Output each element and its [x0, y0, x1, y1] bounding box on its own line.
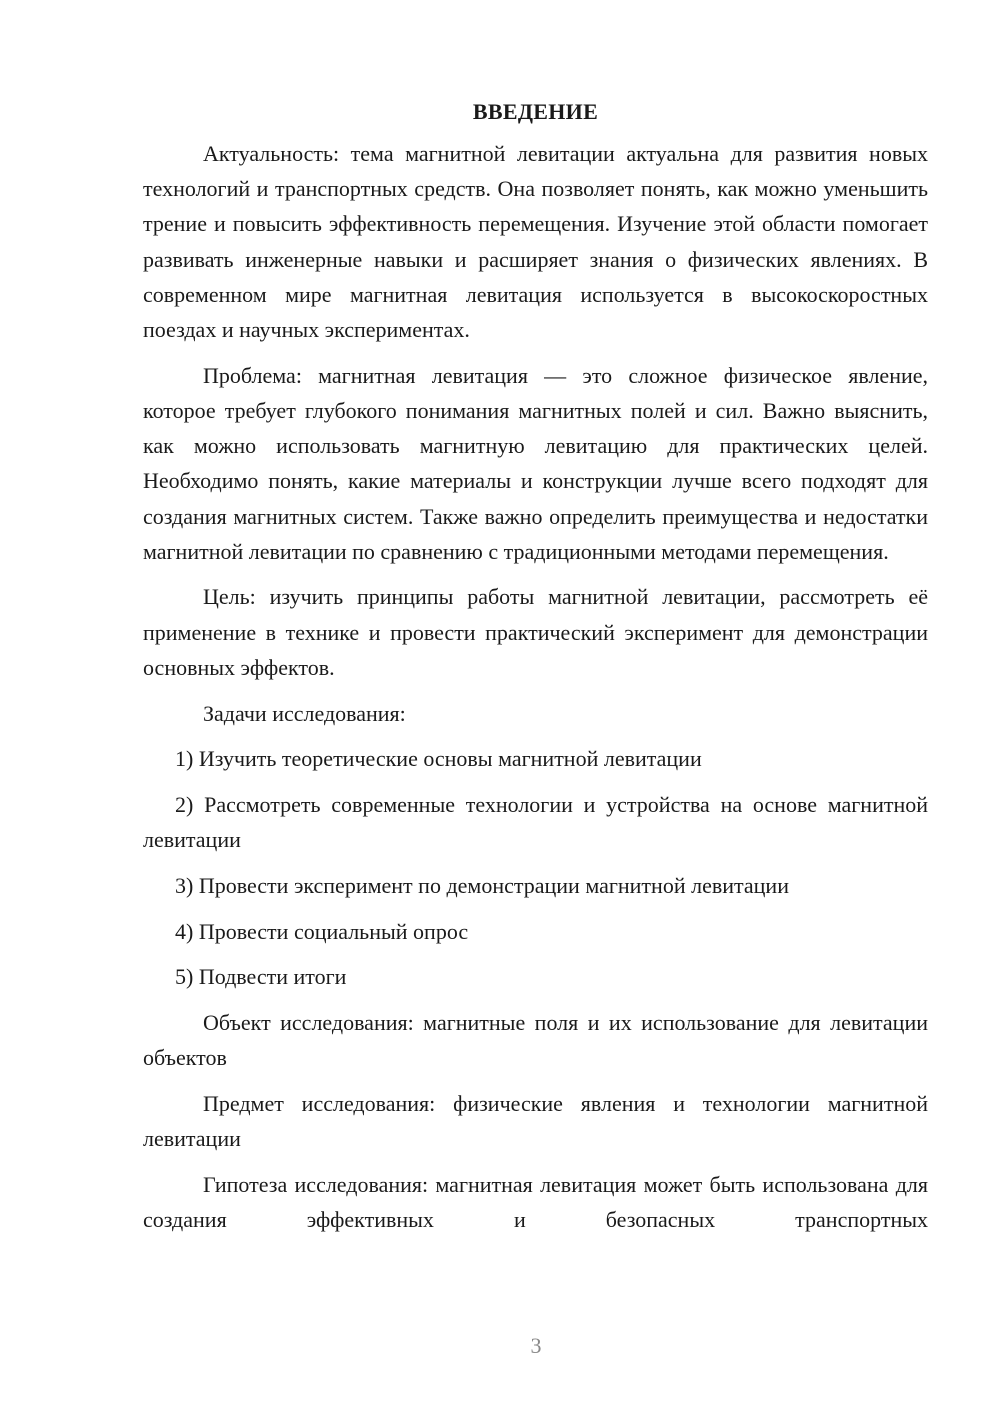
goal-paragraph: Цель: изучить принципы работы магнитной левитации, рассмотреть её применение в технике и провести практический эксперимент для демонстрации основных эффектов.: [143, 584, 928, 680]
task-item-3: 3) Провести эксперимент по демонстрации магнитной левитации: [175, 872, 789, 898]
section-heading: ВВЕДЕНИЕ: [472, 99, 599, 124]
task-item-2: 2) Рассмотреть современные технологии и устройства на основе магнитной левитации: [143, 791, 928, 853]
object-paragraph: Объект исследования: магнитные поля и их использование для левитации объектов: [143, 1009, 928, 1071]
task-item-1: 1) Изучить теоретические основы магнитной левитации: [175, 746, 702, 772]
tasks-title: Задачи исследования:: [203, 700, 406, 726]
problem-paragraph: Проблема: магнитная левитация — это сложное физическое явление, которое требует глубокого понимания магнитных полей и сил. Важно выяснить, как можно использовать магнитную левитацию для практических целей. Необходимо понять, какие материалы и конструкции лучше всего подходят для создания магнитных систем. Также важно определить преимущества и недостатки магнитной левитации по сравнению с традиционными методами перемещения.: [143, 362, 928, 564]
page-content: [143, 94, 928, 1237]
hypothesis-paragraph: Гипотеза исследования: магнитная левитация может быть использована для создания эффективных и безопасных транспортных: [143, 1171, 928, 1232]
relevance-paragraph: Актуальность: тема магнитной левитации актуальна для развития новых технологий и транспортных средств. Она позволяет понять, как можно уменьшить трение и повысить эффективность перемещения. Изучение этой области помогает развивать инженерные навыки и расширяет знания о физических явлениях. В современном мире магнитная левитация используется в высокоскоростных поездах и научных экспериментах.: [143, 141, 928, 343]
task-item-4: 4) Провести социальный опрос: [175, 918, 469, 944]
page-number: 3: [530, 1333, 542, 1358]
subject-paragraph: Предмет исследования: физические явления и технологии магнитной левитации: [143, 1090, 928, 1152]
task-item-5: 5) Подвести итоги: [175, 964, 347, 990]
